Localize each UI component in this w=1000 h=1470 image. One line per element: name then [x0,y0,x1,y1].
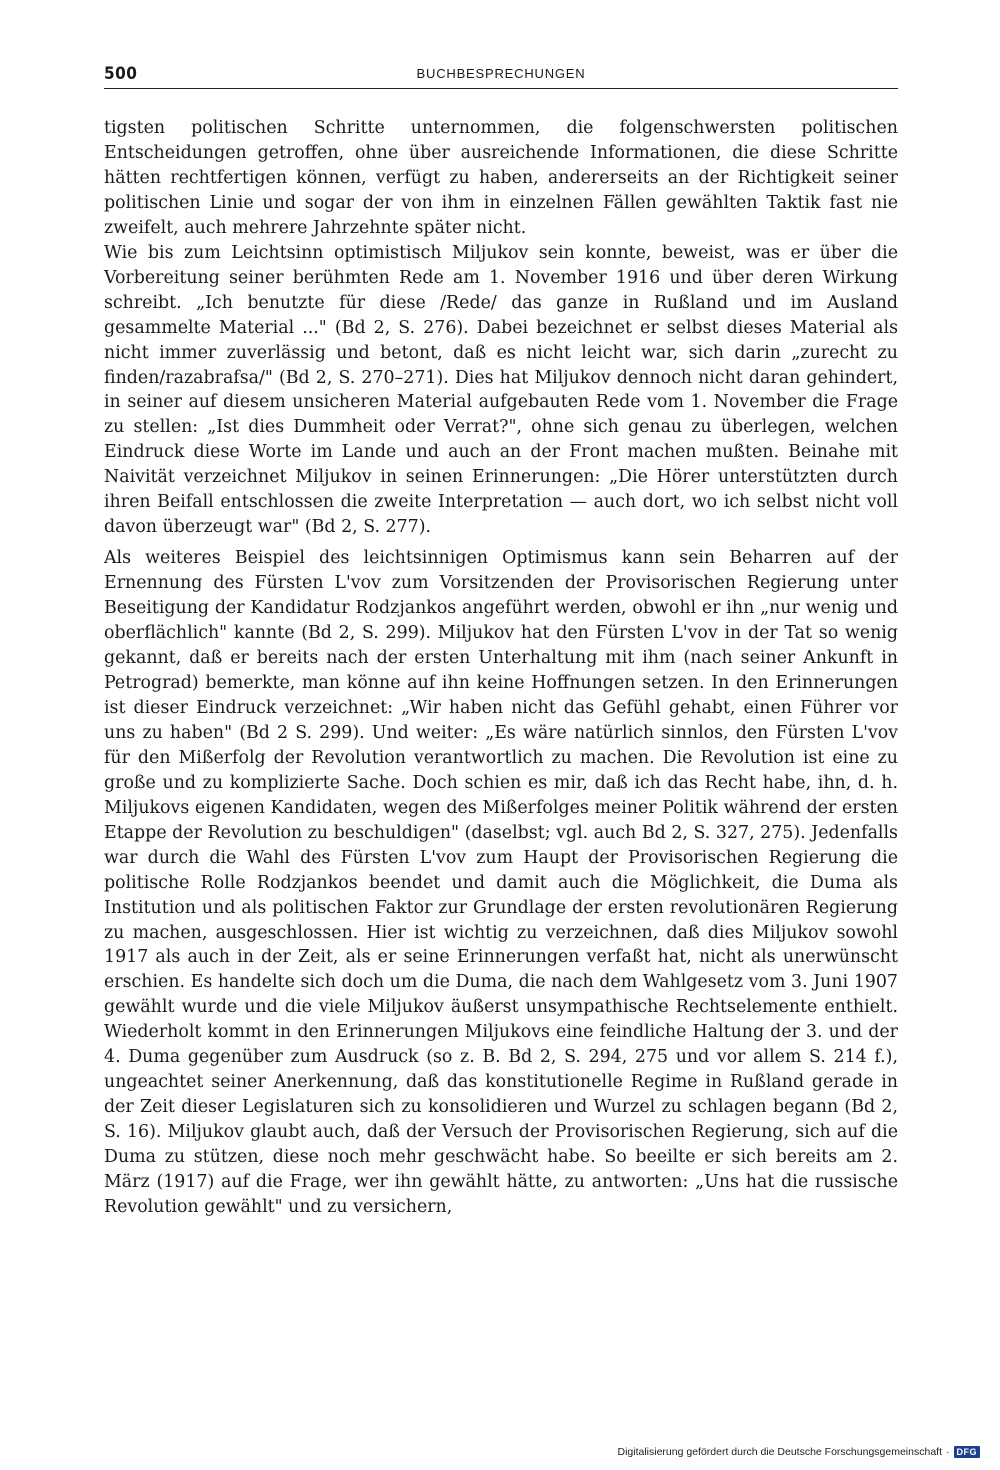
digitization-credit: Digitalisierung gefördert durch die Deutsche Forschungsgemeinschaft · DFG [617,1446,980,1458]
page-header [104,62,898,89]
paragraph-2: Wie bis zum Leichtsinn optimistisch Miljukov sein konnte, beweist, was er über die Vorbereitung seiner berühmten Rede am 1. November 1916 und über deren Wirkung schreibt. „Ich benutzte für diese /Rede/ das ganze in Rußland und im Ausland gesammelte Material ..." (Bd 2, S. 276). Dabei bezeichnet er selbst dieses Material als nicht immer zuverlässig und betont, daß es nicht leicht war, sich darin „zurecht zu finden/razabrafsa/" (Bd 2, S. 270–271). Dies hat Miljukov dennoch nicht daran gehindert, in seiner auf diesem unsicheren Material aufgebauten Rede vom 1. November die Frage zu stellen: „Ist dies Dummheit oder Verrat?", ohne sich genau zu überlegen, welchen Eindruck diese Worte im Lande und auch an der Front machen mußten. Beinahe mit Naivität verzeichnet Miljukov in seinen Erinnerungen: „Die Hörer unterstützten durch ihren Beifall entschlossen die zweite Interpretation — auch dort, wo ich selbst nicht voll davon überzeugt war" (Bd 2, S. 277). [104,242,898,538]
running-title: BUCHBESPRECHUNGEN [416,66,586,81]
body-text [104,116,898,1220]
paragraph-1: tigsten politischen Schritte unternommen, die folgenschwersten politischen Entscheidungen getroffen, ohne über ausreichende Informationen, die diese Schritte hätten rechtfertigen können, verfügt zu haben, andererseits an der Richtigkeit seiner politischen Linie und sogar der von ihm in einzelnen Fällen gewählten Taktik fast nie zweifelt, auch mehrere Jahrzehnte später nicht. [104,118,898,238]
page-number: 500 [104,64,138,84]
dfg-logo-icon: DFG [954,1446,981,1458]
paragraph-3: Als weiteres Beispiel des leichtsinnigen Optimismus kann sein Beharren auf der Ernennung des Fürsten L'vov zum Vorsitzenden der Provisorischen Regierung unter Beseitigung der Kandidatur Rodzjankos angeführt werden, obwohl er ihn „nur wenig und oberflächlich" kannte (Bd 2, S. 299). Miljukov hat den Fürsten L'vov in der Tat so wenig gekannt, daß er bereits nach der ersten Unterhaltung mit ihm (nach seiner Ankunft in Petrograd) bemerkte, man könne auf ihn keine Hoffnungen setzen. In den Erinnerungen ist dieser Eindruck verzeichnet: „Wir haben nicht das Gefühl gehabt, einen Führer vor uns zu haben" (Bd 2 S. 299). Und weiter: „Es wäre natürlich sinnlos, den Fürsten L'vov für den Mißerfolg der Revolution verantwortlich zu machen. Die Revolution ist eine zu große und zu komplizierte Sache. Doch schien es mir, daß ich das Recht habe, ihn, d. h. Miljukovs eigenen Kandidaten, wegen des Mißerfolges meiner Politik während der ersten Etappe der Revolution zu beschuldigen" (daselbst; vgl. auch Bd 2, S. 327, 275). Jedenfalls war durch die Wahl des Fürsten L'vov zum Haupt der Provisorischen Regierung die politische Rolle Rodzjankos beendet und damit auch die Möglichkeit, die Duma als Institution und als politischen Faktor zur Grundlage der ersten revolutionären Regierung zu machen, ausgeschlossen. Hier ist wichtig zu verzeichnen, daß dies Miljukov sowohl 1917 als auch in der Zeit, als er seine Erinnerungen verfaßt hat, nicht als unerwünscht erschien. Es handelte sich doch um die Duma, die nach dem Wahlgesetz vom 3. Juni 1907 gewählt wurde und die viele Miljukov äußerst unsympathische Rechtselemente enthielt. Wiederholt kommt in den Erinnerungen Miljukovs eine feindliche Haltung der 3. und der 4. Duma gegenüber zum Ausdruck (so z. B. Bd 2, S. 294, 275 und vor allem S. 214 f.), ungeachtet seiner Anerkennung, daß das konstitutionelle Regime in Rußland gerade in der Zeit dieser Legislaturen sich zu konsolidieren und Wurzel zu schlagen begann (Bd 2, S. 16). Miljukov glaubt auch, daß der Versuch der Provisorischen Regierung, sich auf die Duma zu stützen, diese noch mehr geschwächt habe. So beeilte er sich bereits am 2. März (1917) auf die Frage, wer ihn gewählt hätte, zu antworten: „Uns hat die russische Revolution gewählt" und zu versichern, [104,548,898,1217]
credit-text: Digitalisierung gefördert durch die Deutsche Forschungsgemeinschaft [617,1446,942,1458]
